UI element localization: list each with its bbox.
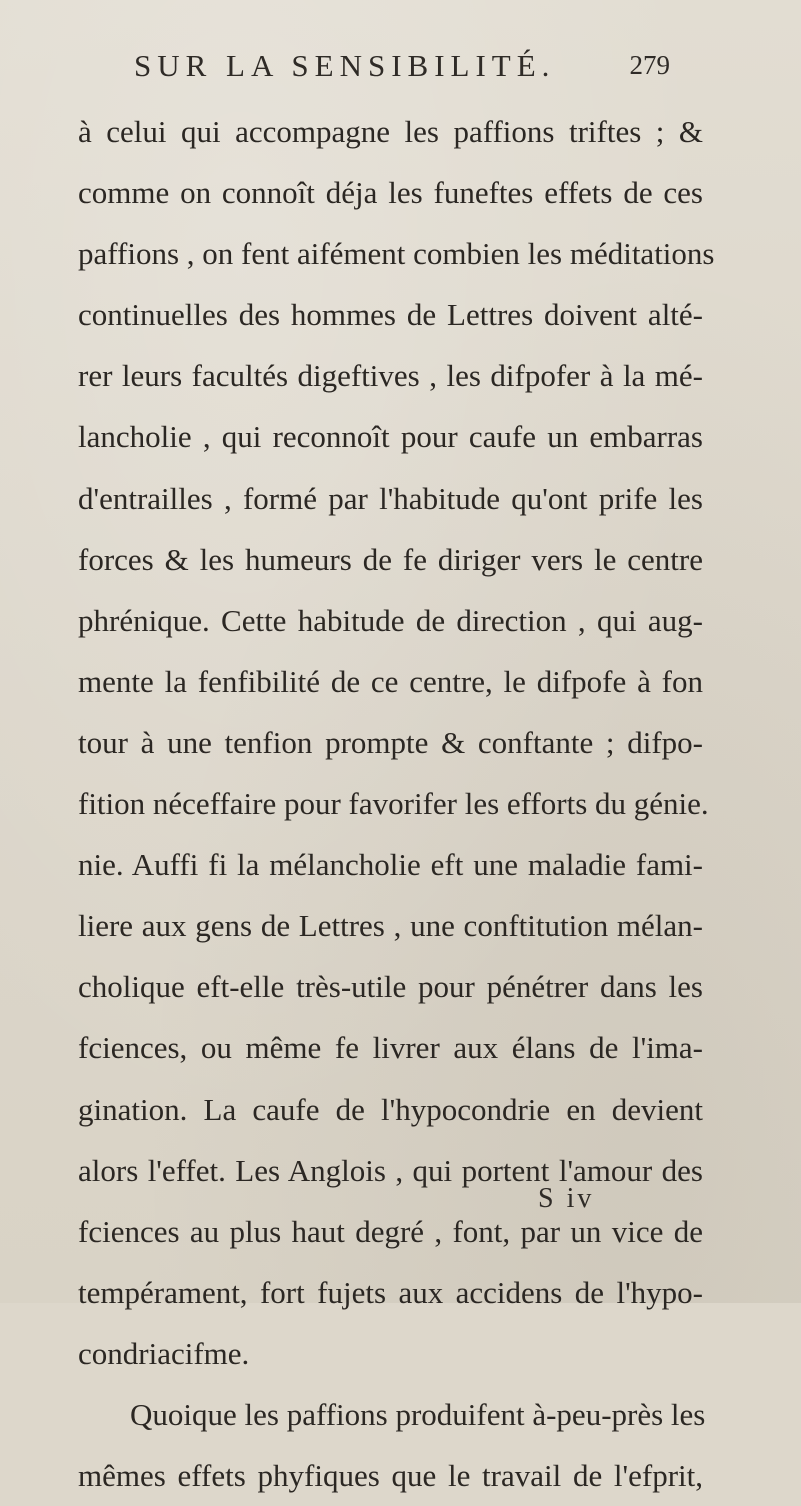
text-line: gination. La caufe de l'hypocondrie en devient bbox=[78, 1091, 703, 1127]
text-line: forces & les humeurs de fe diriger vers le centre bbox=[78, 541, 703, 577]
text-line: lancholie , qui reconnoît pour caufe un embarras bbox=[78, 419, 703, 455]
signature-mark: S iv bbox=[538, 1183, 595, 1214]
text-line: mente la fenfibilité de ce centre, le difpofe à fon bbox=[78, 663, 703, 699]
text-line: liere aux gens de Lettres , une conftitution mélan- bbox=[78, 908, 703, 944]
text-line: cholique eft-elle très-utile pour pénétrer dans les bbox=[78, 969, 703, 1005]
body-text bbox=[78, 101, 715, 1506]
text-line: paffions , on fent aifément combien les méditations bbox=[78, 236, 715, 272]
page-number: 279 bbox=[629, 50, 670, 80]
text-line: fciences au plus haut degré , font, par un vice de bbox=[78, 1213, 703, 1249]
text-line: fition néceffaire pour favorifer les efforts du génie. bbox=[78, 786, 709, 822]
text-line: d'entrailles , formé par l'habitude qu'ont prife les bbox=[78, 480, 703, 516]
text-line: Quoique les paffions produifent à-peu-près les bbox=[130, 1396, 706, 1432]
text-line: rer leurs facultés digeftives , les difpofer à la mé- bbox=[78, 358, 703, 394]
text-line: comme on connoît déja les funeftes effets de ces bbox=[78, 175, 703, 211]
text-line: nie. Auffi fi la mélancholie eft une maladie fami- bbox=[78, 847, 703, 883]
text-line: fciences, ou même fe livrer aux élans de l'ima- bbox=[78, 1030, 703, 1066]
text-line: tour à une tenfion prompte & conftante ; difpo- bbox=[78, 724, 703, 760]
running-title: SUR LA SENSIBILITÉ. bbox=[134, 48, 556, 83]
text-line: à celui qui accompagne les paffions triftes ; & bbox=[78, 114, 703, 149]
text-line: mêmes effets phyfiques que le travail de l'efprit, bbox=[78, 1458, 703, 1494]
text-line: continuelles des hommes de Lettres doivent alté- bbox=[78, 297, 703, 333]
text-line: phrénique. Cette habitude de direction , qui aug- bbox=[78, 602, 703, 638]
text-line: alors l'effet. Les Anglois , qui portent l'amour des bbox=[78, 1152, 703, 1188]
text-line: tempérament, fort fujets aux accidens de l'hypo- bbox=[78, 1274, 703, 1310]
text-line: condriacifme. bbox=[78, 1335, 250, 1371]
page-header bbox=[130, 46, 670, 96]
